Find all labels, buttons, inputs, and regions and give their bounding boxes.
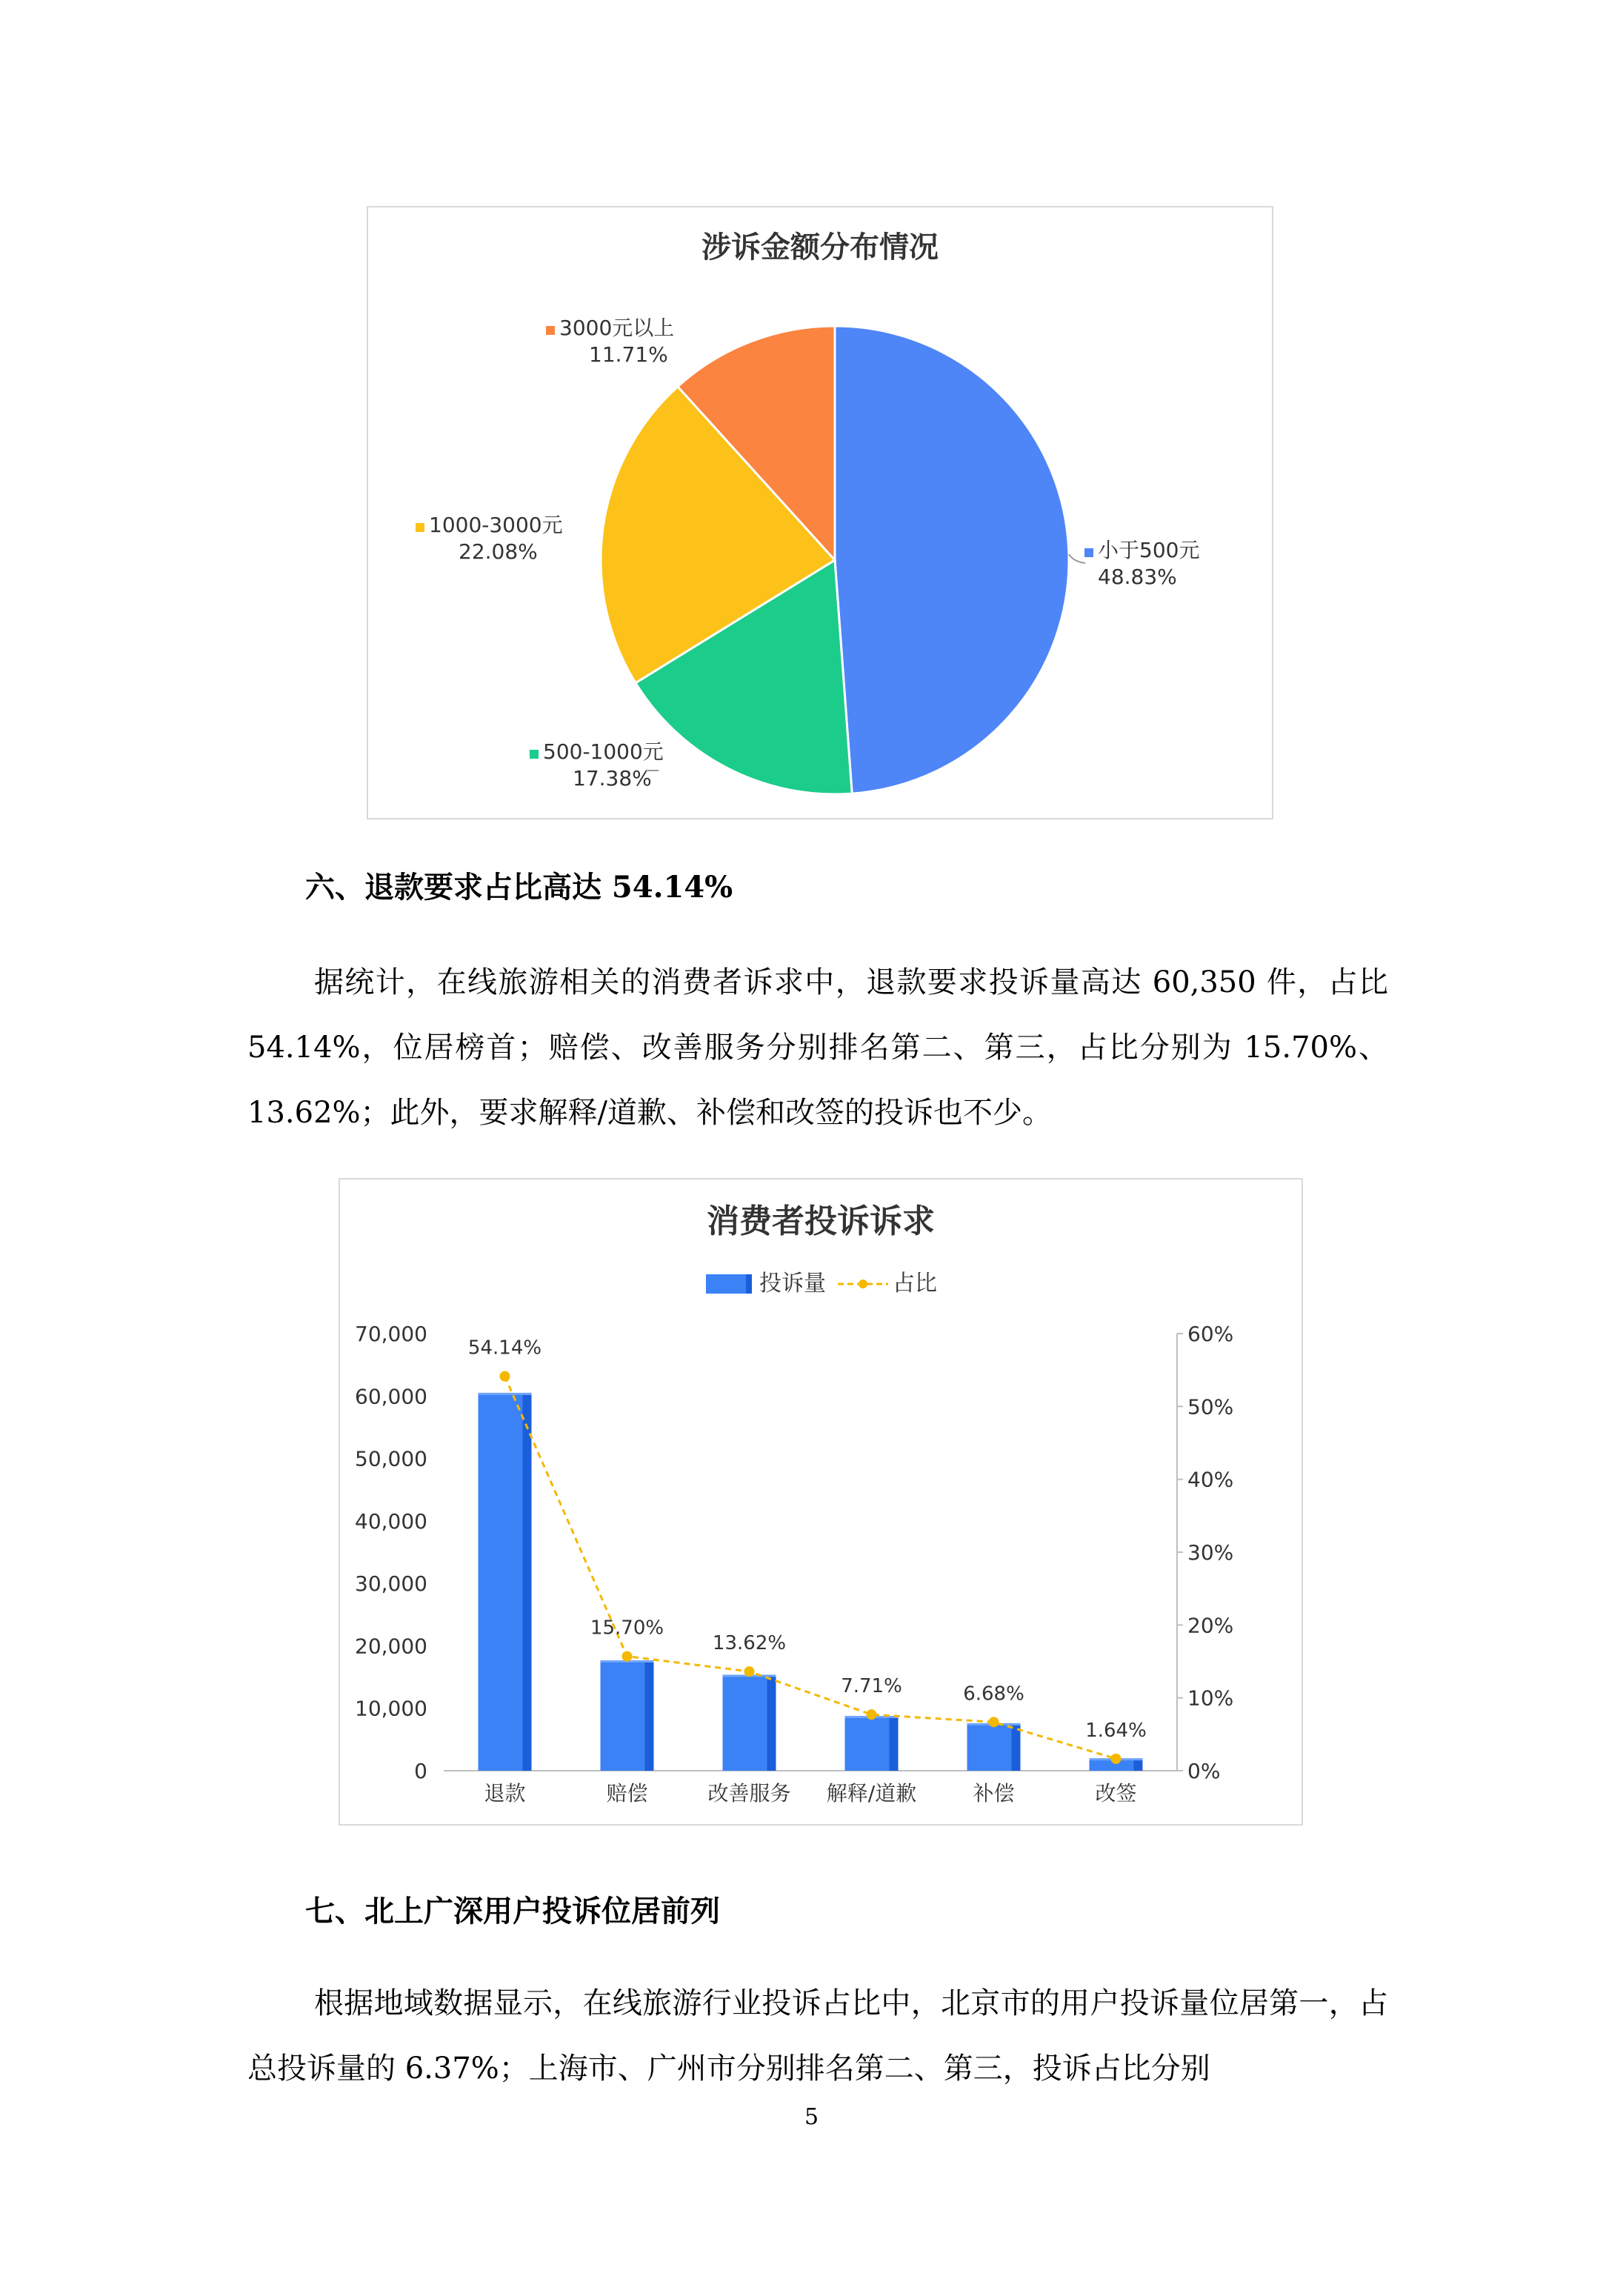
leader-line-0 [1069,554,1085,563]
share-data-label-2: 13.62% [712,1632,787,1655]
share-point-2 [744,1666,755,1677]
pie-value-3: 11.71% [589,342,668,367]
y-tick-label-1: 60,000 [355,1384,427,1409]
y-tick-label-2: 50,000 [355,1446,427,1471]
legend-bar-swatch-shade [746,1274,752,1294]
legend-bar-swatch [706,1274,752,1294]
y2-tick-label-2: 40% [1187,1467,1234,1492]
y-tick-label-0: 70,000 [355,1322,427,1346]
legend-swatch-0 [1084,548,1093,557]
share-point-5 [1111,1754,1122,1764]
x-tick-label-3: 解释/道歉 [826,1781,917,1806]
y2-tick-label-4: 20% [1187,1613,1234,1638]
pie-label-0: 小于500元 [1098,538,1200,562]
y2-tick-label-5: 10% [1187,1686,1234,1711]
bar-shade-2 [767,1676,776,1771]
pie-value-0: 48.83% [1098,565,1177,589]
share-point-3 [867,1709,877,1720]
x-tick-label-2: 改善服务 [707,1781,791,1806]
pie-value-1: 17.38% [573,766,652,791]
section-6-paragraph [247,950,1388,1145]
share-data-label-0: 54.14% [467,1337,542,1360]
pie-label-2: 1000-3000元 [429,513,563,537]
bar-shade-3 [890,1717,899,1771]
bar-chart-container [339,1178,1303,1826]
y2-tick-label-3: 30% [1187,1540,1234,1565]
bar-shade-4 [1012,1724,1021,1771]
share-data-label-5: 1.64% [1085,1719,1147,1742]
share-point-1 [622,1651,633,1662]
y-tick-label-3: 40,000 [355,1508,427,1534]
y-tick-label-6: 10,000 [355,1696,427,1721]
y-tick-label-7: 0 [414,1759,427,1783]
share-data-label-3: 7.71% [841,1675,902,1698]
section-7-paragraph [247,1971,1388,2101]
pie-chart-title: 涉诉金额分布情况 [701,230,939,264]
bar-shade-5 [1134,1760,1143,1771]
y2-tick-label-6: 0% [1187,1759,1221,1783]
bar-shade-0 [523,1394,532,1771]
page-number: 5 [804,2104,819,2130]
y2-tick-label-1: 50% [1187,1394,1234,1420]
bar-chart [340,1179,1302,1824]
share-point-0 [500,1371,510,1382]
legend-bar-label: 投诉量 [759,1271,826,1297]
legend-swatch-2 [416,523,424,532]
section-7-heading: 七、北上广深用户投诉位居前列 [305,1894,720,1929]
pie-chart [368,207,1272,818]
bar-chart-title: 消费者投诉诉求 [707,1202,935,1240]
section-7-paragraph-text: 根据地域数据显示，在线旅游行业投诉占比中，北京市的用户投诉量位居第一，占总投诉量的 6.37%；上海市、广州市分别排名第二、第三，投诉占比分别 [247,1986,1388,2086]
x-tick-label-0: 退款 [484,1781,526,1806]
pie-value-2: 22.08% [459,539,538,564]
legend-swatch-3 [546,326,555,335]
y-tick-label-5: 20,000 [355,1634,427,1659]
share-data-label-4: 6.68% [963,1683,1024,1706]
pie-chart-container [367,206,1273,819]
x-tick-label-1: 赔偿 [606,1781,648,1806]
legend-swatch-1 [530,750,539,759]
pie-slice-0 [835,326,1069,793]
legend-line-marker [859,1280,867,1288]
section-6-paragraph-text: 据统计，在线旅游相关的消费者诉求中，退款要求投诉量高达 60,350 件，占比 54.14%，位居榜首；赔偿、改善服务分别排名第二、第三，占比分别为 15.70%、13.62%；此外，要求解释/道歉、补偿和改签的投诉也不少。 [247,965,1388,1130]
x-tick-label-5: 改签 [1095,1781,1137,1806]
section-6-heading: 六、退款要求占比高达 54.14% [305,870,733,905]
bar-shade-1 [645,1662,654,1771]
legend-line-label: 占比 [893,1271,937,1297]
y-tick-label-4: 30,000 [355,1571,427,1597]
pie-label-1: 500-1000元 [543,739,664,764]
y2-tick-label-0: 60% [1187,1322,1234,1346]
x-tick-label-4: 补偿 [973,1781,1015,1806]
share-point-4 [989,1717,999,1727]
pie-label-3: 3000元以上 [559,316,675,340]
share-data-label-1: 15.70% [590,1617,664,1640]
